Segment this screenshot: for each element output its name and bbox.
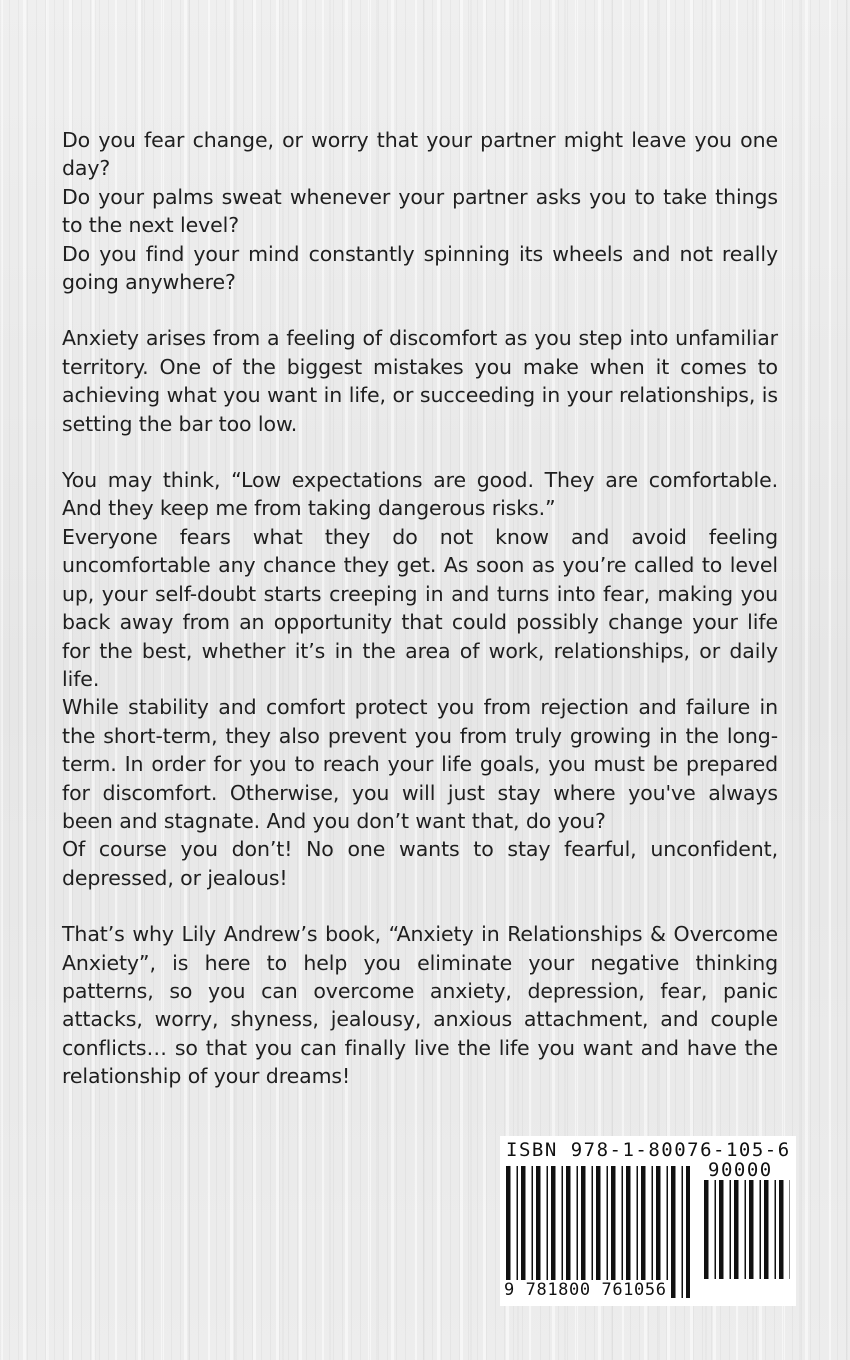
barcode-bar	[734, 1180, 739, 1279]
blurb-paragraph-questions	[62, 126, 778, 296]
back-cover-blurb	[62, 126, 778, 1119]
barcode-bar	[749, 1180, 754, 1279]
barcode-bar	[745, 1180, 747, 1279]
barcode-bar	[637, 1166, 639, 1298]
barcode-bar	[517, 1166, 519, 1298]
blurb-line: Everyone fears what they do not know and avoid feeling uncomfortable any chance they get. As soon as you’re called to level up, your self-doubt starts creeping in and turns into fear, making you back away from an opportunity that could possibly change your life for the best, whether it’s in the area of work, relationships, or daily life.	[62, 524, 778, 691]
blurb-line: Do you fear change, or worry that your partner might leave you one day?	[62, 128, 778, 181]
ean-digits: 9 781800 761056	[504, 1280, 667, 1300]
barcode-bar	[611, 1166, 616, 1298]
barcode-bar	[547, 1166, 549, 1298]
barcode-bar	[656, 1166, 661, 1298]
barcode-bar	[577, 1166, 579, 1298]
isbn-barcode	[500, 1136, 796, 1306]
barcode-bar	[566, 1166, 571, 1298]
barcode-bar	[506, 1166, 511, 1298]
barcode-bar	[626, 1166, 631, 1298]
barcode-bar	[562, 1166, 564, 1298]
barcode-bar	[581, 1166, 586, 1298]
barcode-bar	[671, 1166, 676, 1298]
barcode-bar	[607, 1166, 609, 1298]
barcode-bar	[652, 1166, 654, 1298]
blurb-line: Do you find your mind constantly spinning its wheels and not really going anywhere?	[62, 241, 778, 295]
barcode-bar	[730, 1180, 732, 1279]
barcode-bar	[532, 1166, 534, 1298]
barcode-bar	[686, 1166, 690, 1298]
barcode-bar	[779, 1180, 784, 1279]
barcode-bar	[764, 1180, 769, 1279]
barcode-bar	[521, 1166, 526, 1298]
price-code: 90000	[708, 1159, 773, 1181]
barcode-bar	[704, 1180, 709, 1279]
barcode-bar	[760, 1180, 762, 1279]
barcode-bar	[536, 1166, 541, 1298]
barcode-bar	[622, 1166, 624, 1298]
blurb-paragraph-book-pitch	[62, 920, 778, 1090]
barcode-bar	[592, 1166, 594, 1298]
blurb-line: Of course you don’t! No one wants to stay fearful, unconfident, depressed, or jealous!	[62, 837, 778, 890]
barcode-bar	[715, 1180, 717, 1279]
isbn-label: ISBN 978-1-80076-105-6	[506, 1139, 791, 1161]
barcode-bar	[775, 1180, 777, 1279]
blurb-line: While stability and comfort protect you from rejection and failure in the short-term, they also prevent you from truly growing in the long-term. In order for you to reach your life goals, you must be prepared for discomfort. Otherwise, you will just stay where you've always been and stagnate. And you don’t want that, do you?	[62, 695, 778, 833]
barcode-bar	[551, 1166, 556, 1298]
blurb-paragraph-anxiety	[62, 324, 778, 438]
barcode-bar	[790, 1180, 791, 1279]
barcode-bar	[667, 1166, 669, 1298]
blurb-line: That’s why Lily Andrew’s book, “Anxiety in Relationships & Overcome Anxiety”, is here to help you eliminate your negative thinking patterns, so you can overcome anxiety, depression, fear, panic attacks, worry, shyness, jealousy, anxious attachment, and couple conflicts… so that you can finally live the life you want and have the relationship of your dreams!	[62, 922, 778, 1089]
blurb-paragraph-expectations	[62, 466, 778, 892]
blurb-line: You may think, “Low expectations are good. They are comfortable. And they keep me from taking dangerous risks.”	[62, 468, 778, 521]
blurb-line: Anxiety arises from a feeling of discomfort as you step into unfamiliar territory. One of the biggest mistakes you make when it comes to achieving what you want in life, or succeeding in your relationships, is setting the bar too low.	[62, 326, 778, 436]
blurb-line: Do your palms sweat whenever your partner asks you to take things to the next level?	[62, 184, 778, 238]
barcode-bar	[682, 1166, 684, 1298]
barcode-bar	[719, 1180, 724, 1279]
barcode-bar	[641, 1166, 646, 1298]
barcode-bar	[596, 1166, 601, 1298]
